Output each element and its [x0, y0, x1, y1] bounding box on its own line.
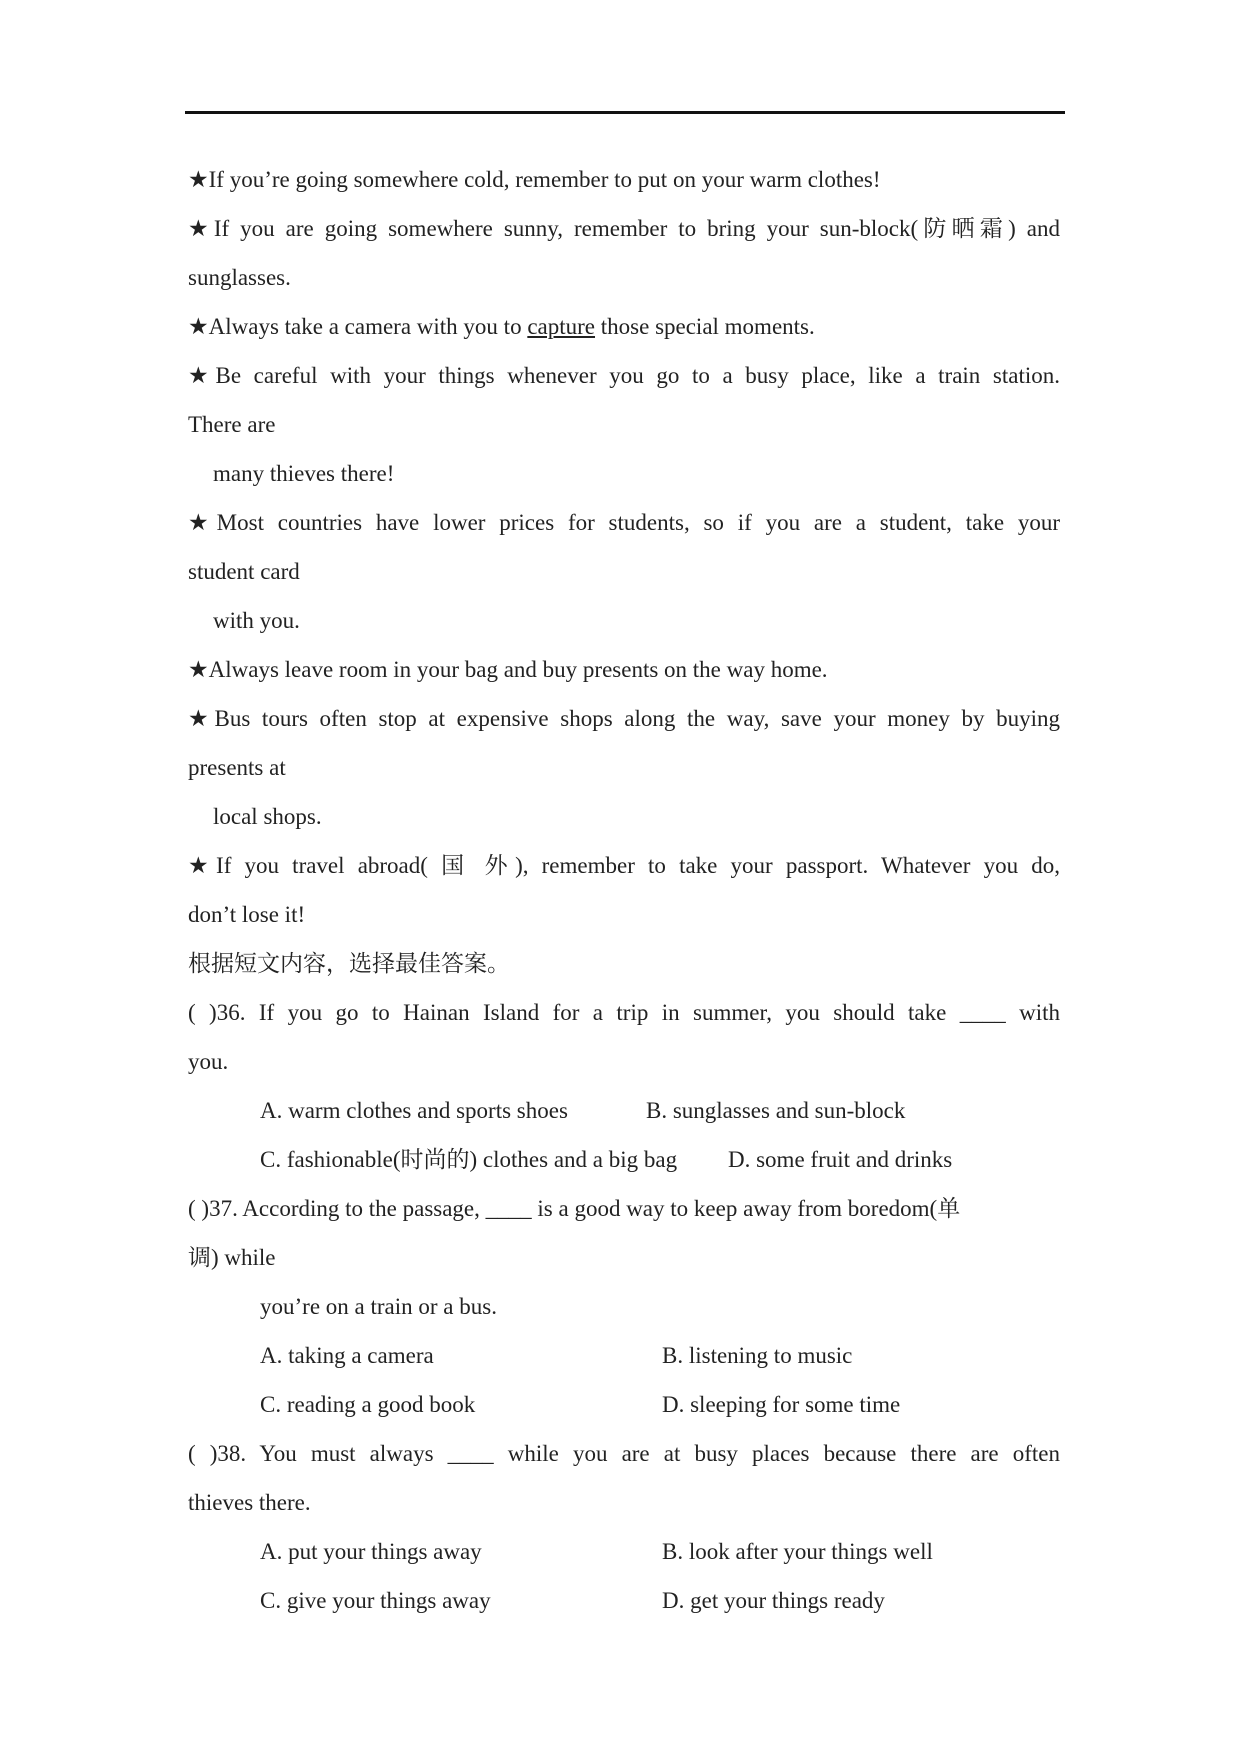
- option-c: C. reading a good book: [260, 1392, 476, 1417]
- option-row: [188, 1576, 1060, 1625]
- question-stem: ( )38. You must always ____ while you are at busy places because there are often: [188, 1441, 1060, 1466]
- tip-line: with you.: [213, 608, 300, 633]
- tip-line: There are: [188, 412, 276, 437]
- option-d: D. get your things ready: [662, 1588, 885, 1613]
- option-a: A. taking a camera: [260, 1343, 434, 1368]
- tip-text: those special moments.: [595, 314, 815, 339]
- question-stem: ( )36. If you go to Hainan Island for a trip in summer, you should take ____ with: [188, 1000, 1060, 1025]
- underlined-word: capture: [527, 314, 596, 339]
- option-b: B. look after your things well: [662, 1539, 933, 1564]
- option-a: A. warm clothes and sports shoes: [260, 1098, 568, 1123]
- document-body: [188, 155, 1060, 1625]
- tip-line: many thieves there!: [213, 461, 395, 486]
- option-a: A. put your things away: [260, 1539, 482, 1564]
- tip-line: ★If you are going somewhere sunny, remember to bring your sun-block(防晒霜) and: [188, 216, 1060, 241]
- option-c: C. fashionable(时尚的) clothes and a big bag: [260, 1147, 678, 1172]
- option-b: B. listening to music: [662, 1343, 853, 1368]
- tip-line: ★Be careful with your things whenever you go to a busy place, like a train station.: [188, 363, 1060, 388]
- question-stem: 调) while: [188, 1245, 276, 1270]
- tip-line: sunglasses.: [188, 265, 291, 290]
- option-c: C. give your things away: [260, 1588, 491, 1613]
- tip-text: ★Always take a camera with you to: [188, 314, 528, 339]
- tip-line: ★If you’re going somewhere cold, remember to put on your warm clothes!: [188, 167, 881, 192]
- question-stem: thieves there.: [188, 1490, 311, 1515]
- header-rule: [185, 111, 1065, 114]
- tip-line: student card: [188, 559, 300, 584]
- question-stem: you’re on a train or a bus.: [260, 1294, 497, 1319]
- tip-line: ★If you travel abroad( 国 外), remember to take your passport. Whatever you do,: [188, 853, 1060, 878]
- tip-line: ★Bus tours often stop at expensive shops along the way, save your money by buying: [188, 706, 1060, 731]
- tip-line: [188, 302, 1060, 351]
- tip-line: local shops.: [213, 804, 322, 829]
- option-row: [188, 1135, 1060, 1184]
- option-row: [188, 1380, 1060, 1429]
- tip-line: ★Most countries have lower prices for students, so if you are a student, take your: [188, 510, 1060, 535]
- question-stem: you.: [188, 1049, 229, 1074]
- option-row: [188, 1527, 1060, 1576]
- option-b: B. sunglasses and sun-block: [646, 1098, 906, 1123]
- tip-line: ★Always leave room in your bag and buy presents on the way home.: [188, 657, 828, 682]
- option-d: D. sleeping for some time: [662, 1392, 901, 1417]
- option-row: [188, 1086, 1060, 1135]
- question-stem: ( )37. According to the passage, ____ is a good way to keep away from boredom(单: [188, 1196, 961, 1221]
- instruction: 根据短文内容，选择最佳答案。: [188, 951, 510, 976]
- tip-line: don’t lose it!: [188, 902, 306, 927]
- tip-line: presents at: [188, 755, 286, 780]
- option-row: [188, 1331, 1060, 1380]
- option-d: D. some fruit and drinks: [728, 1147, 953, 1172]
